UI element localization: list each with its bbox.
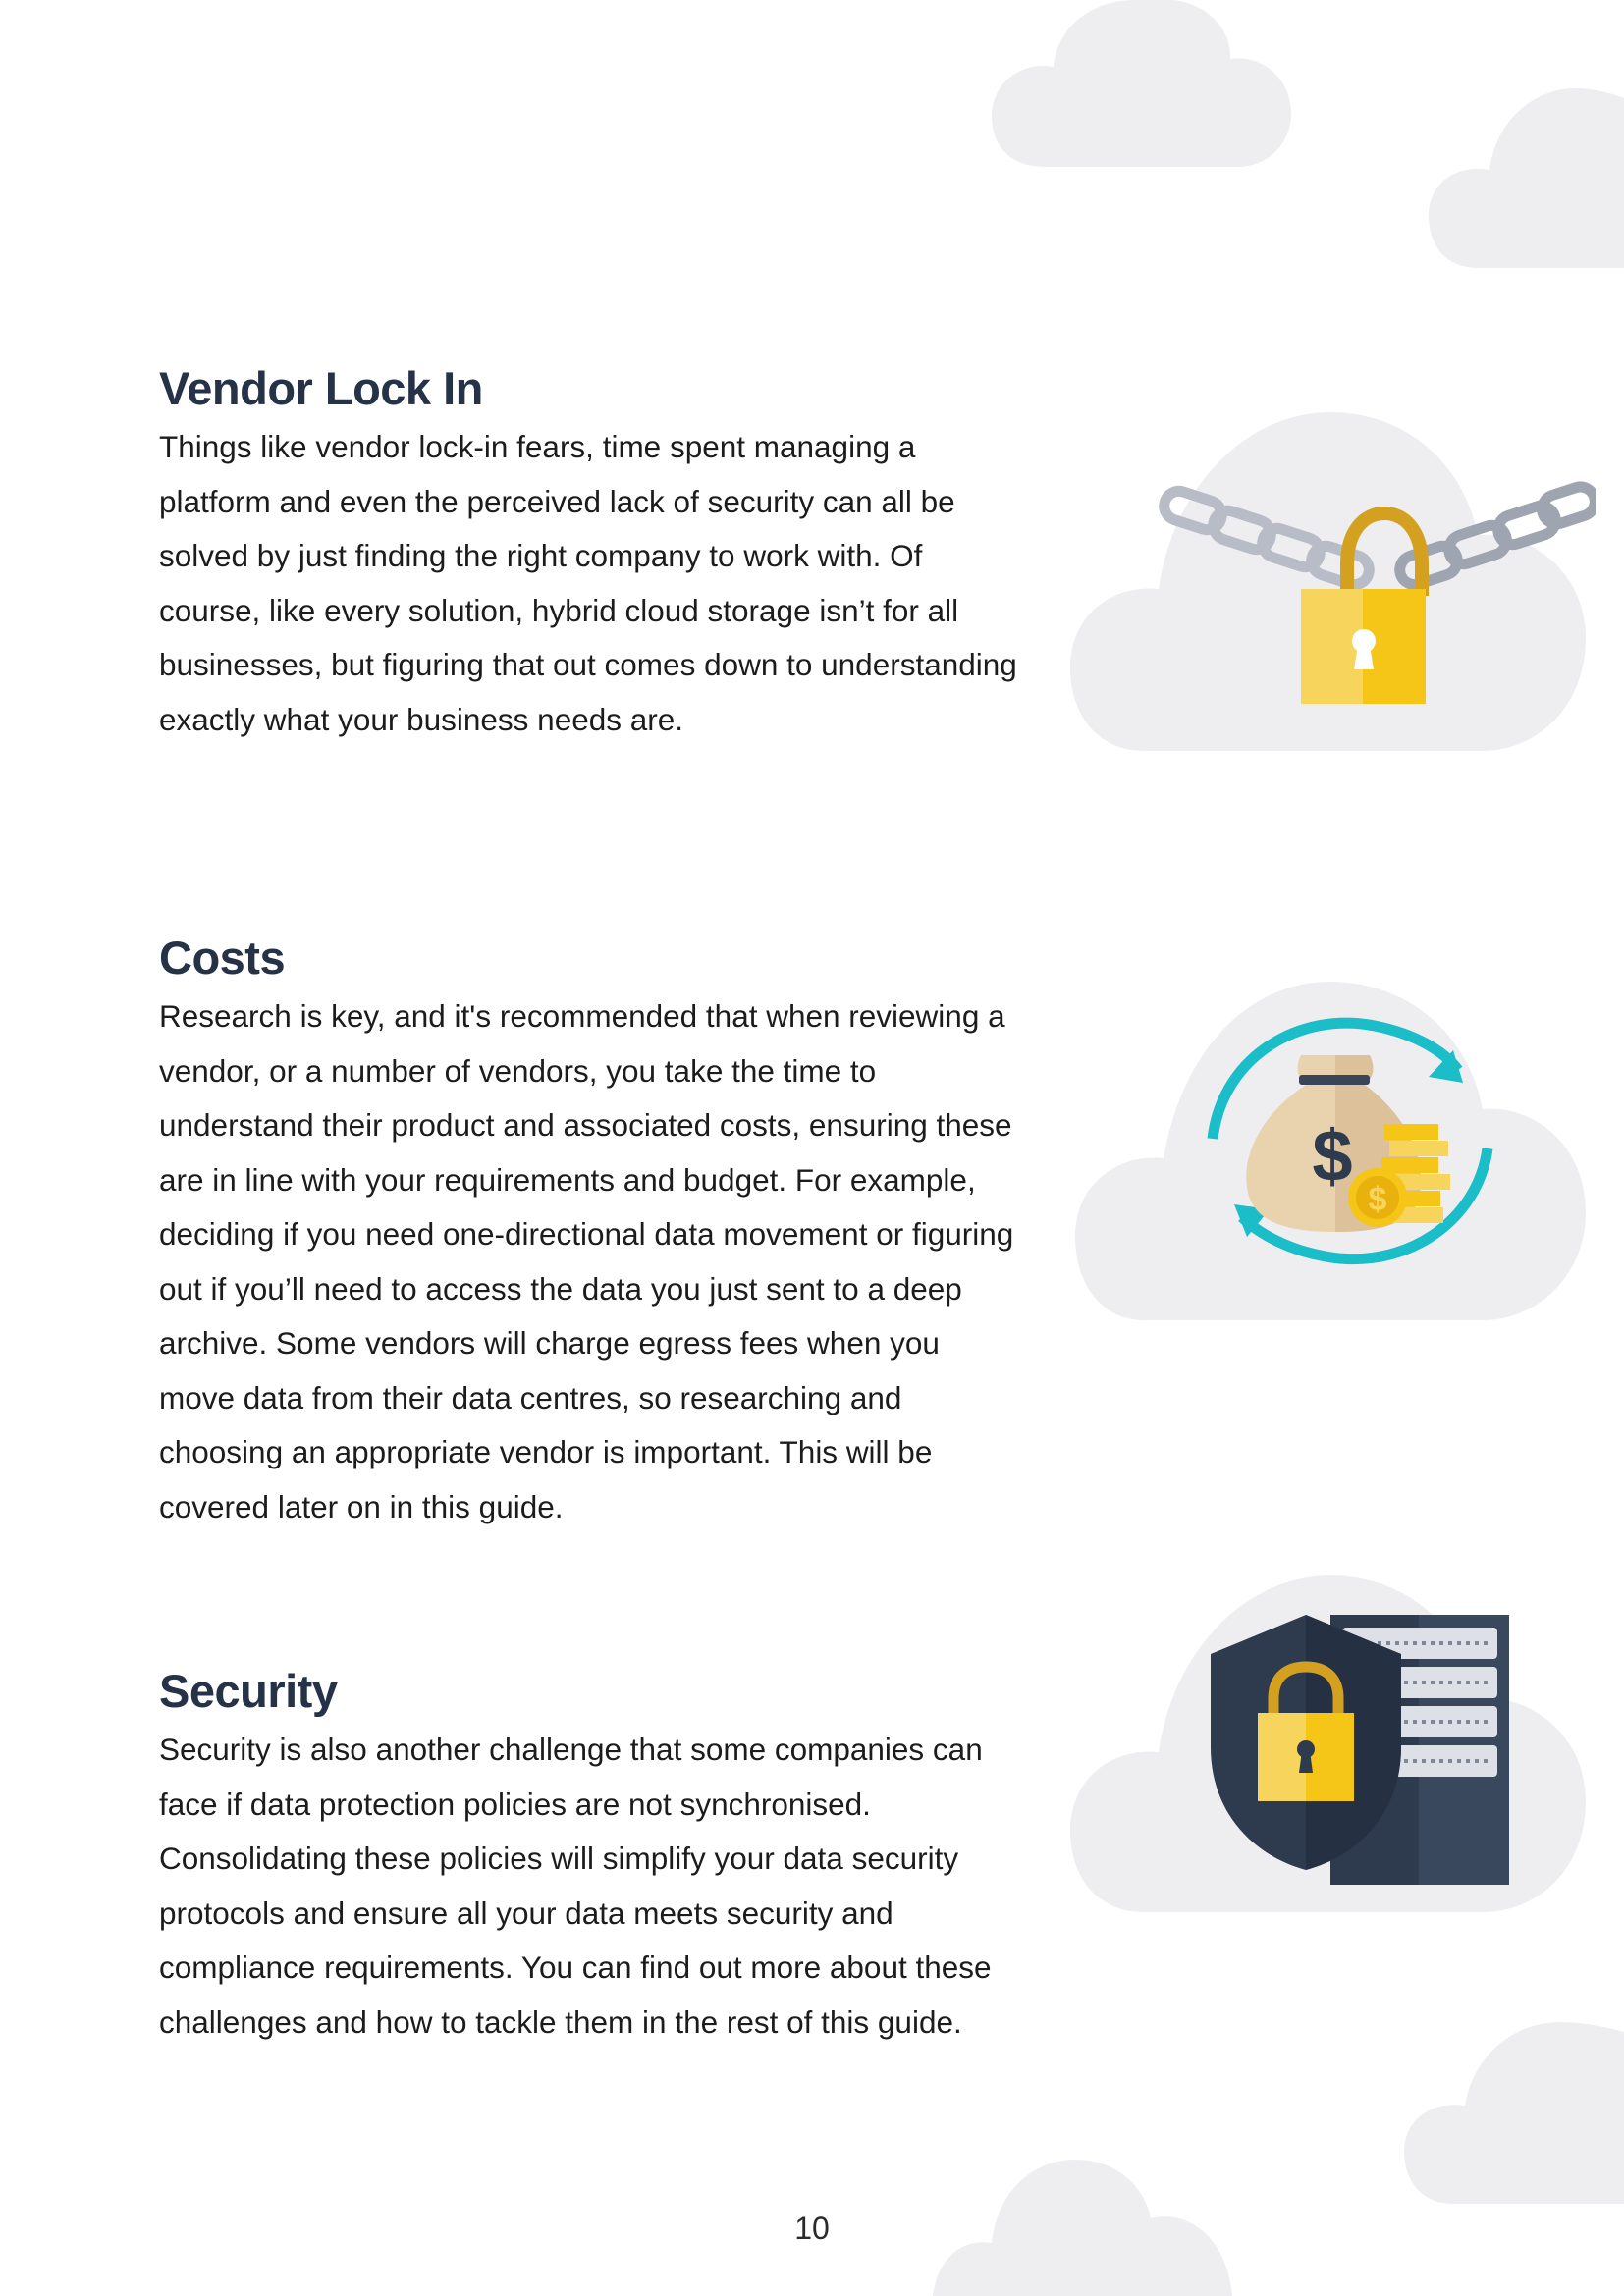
money-bag-coins-icon: [1065, 937, 1596, 1325]
section-heading: Vendor Lock In: [159, 362, 483, 414]
cloud-bottom-icon: [933, 2140, 1257, 2296]
svg-text:$: $: [1312, 1115, 1353, 1197]
svg-text:$: $: [1368, 1181, 1387, 1218]
section-heading: Costs: [159, 932, 286, 984]
section-body: Research is key, and it's recommended that when reviewing a vendor, or a number of vendors, you take the time to understand their product and associated costs, ensuring these are in line with your requirements and budget. For example, deciding if you need one-directional data movement or figuring out if you’ll need to access the data you just sent to a deep archive. Some vendors will charge egress fees when you move data from their data centres, so researching and choosing an appropriate vendor is important. This will be covered later on in this guide.: [159, 998, 1014, 1524]
section-costs: [159, 931, 1023, 1534]
section-vendor-lock-in: [159, 361, 1023, 747]
page-number: 10: [794, 2211, 830, 2246]
section-heading: Security: [159, 1665, 338, 1717]
padlock-chain-icon: [1065, 368, 1596, 756]
section-security: [159, 1664, 1023, 2050]
cloud-top-right-icon: [1429, 74, 1624, 270]
cloud-top-icon: [987, 0, 1301, 172]
section-body: Things like vendor lock-in fears, time spent managing a platform and even the perceived lack of security can all be solved by just finding the right company to work with. Of course, like every solution, hybrid cloud storage isn’t for all businesses, but figuring that out comes down to understanding exactly what your business needs are.: [159, 429, 1017, 737]
shield-server-icon: [1065, 1541, 1596, 1929]
section-body: Security is also another challenge that some companies can face if data protection policies are not synchronised. Consolidating these policies will simplify your data security protocols and ensure all your data meets security and compliance requirements. You can find out more about these challenges and how to tackle them in the rest of this guide.: [159, 1732, 992, 2040]
cloud-bottom-right-icon: [1404, 2012, 1624, 2209]
